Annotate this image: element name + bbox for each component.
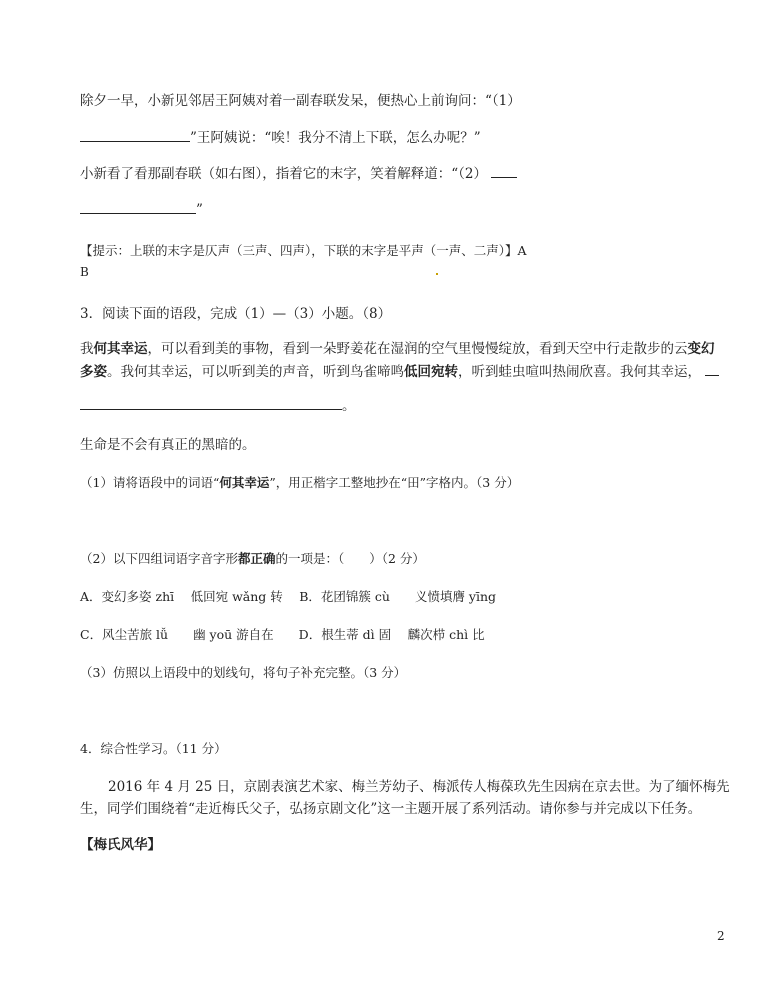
answer-blank-1 [80,128,190,142]
q2-line-1-text: 除夕一早，小新见邻居王阿姨对着一副春联发呆，便热心上前询问：“（1） [80,93,521,109]
s1-a: （1）请将语段中的词语“ [80,475,220,490]
q4-para2-text: 生，同学们围绕着“走近梅氏父子，弘扬京剧文化”这一主题开展了系列活动。请你参与并完成以下任务。 [80,801,702,817]
q3-heading-text: 3．阅读下面的语段，完成（1）—（3）小题。（8） [80,306,392,322]
p3-end: 。 [342,398,356,414]
option-ab-text: A．变幻多姿 zhī 低回宛 wǎng 转 B．花团锦簇 cù 义愤填膺 yīng [80,589,497,604]
hint-text: 【提示：上联的末字是仄声（三声、四声），下联的末字是平声（一声、二声）】A [80,243,527,258]
answer-blank-3a [705,362,719,376]
q3-heading [80,305,391,323]
s1-c: ”，用正楷字工整地抄在“田”字格内。（3 分） [269,475,520,490]
s2-a: （2）以下四组词语字音字形 [80,551,238,566]
q4-heading-text: 4．综合性学习。（11 分） [80,741,227,756]
q2-line-4-text: ” [196,202,203,218]
option-b-label: B [80,265,89,279]
q3-sub-3 [80,664,406,682]
stray-mark [436,273,438,275]
q3-sub-2 [80,550,425,568]
p4-text: 生命是不会有真正的黑暗的。 [80,437,256,453]
p1-bold-bianhuan: 变幻 [687,341,715,357]
q3-option-a-b [80,588,496,606]
s1-bold: 何其幸运 [219,475,270,490]
p2-d: ，听到蛙虫喧叫热闹欣喜。我何其幸运， [458,364,701,380]
q2-line-3-text: 小新看了看那副春联（如右图），指着它的末字，笑着解释道：“（2） [80,166,487,182]
q4-paragraph-line-1 [108,778,730,796]
p2-bold-dihui: 低回宛转 [404,364,458,380]
q4-para1-text: 2016 年 4 月 25 日，京剧表演艺术家、梅兰芳幼子、梅派传人梅葆玖先生因病在京去世。为了缅怀梅先 [108,779,730,795]
p2-bold-duozi: 多姿 [80,364,107,380]
q2-line-4 [80,200,203,219]
s2-bold: 都正确 [237,551,276,566]
section-title-text: 【梅氏风华】 [80,837,161,853]
answer-blank-3b [80,396,342,410]
p2-b: 。我何其幸运，可以听到美的声音，听到鸟雀啼鸣 [107,364,404,380]
q4-section-title [80,836,161,854]
answer-blank-2b [80,200,196,214]
s3-text: （3）仿照以上语段中的划线句，将句子补充完整。（3 分） [80,665,407,680]
q2-hint [80,242,527,260]
q2-line-2 [80,128,481,147]
answer-blank-2a [491,164,517,178]
page-number: 2 [717,929,725,943]
q3-sub-1 [80,474,519,492]
q3-paragraph-line-1 [80,340,715,358]
s2-c: 的一项是：（ ）（2 分） [275,551,425,566]
q2-option-b [80,263,89,281]
q3-paragraph-line-2 [80,362,719,381]
q2-line-2-text: ”王阿姨说：“唉！我分不清上下联，怎么办呢？” [190,130,481,146]
p1-bold-hqxy: 何其幸运 [93,341,148,357]
p1-c: ，可以看到美的事物，看到一朵野姜花在湿润的空气里慢慢绽放，看到天空中行走散步的云 [147,341,688,357]
p1-a: 我 [80,341,94,357]
q2-line-3 [80,164,517,183]
option-cd-text: C．风尘苦旅 lǚ 幽 yoū 游自在 D．根生蒂 dì 固 麟次栉 chì 比 [80,627,485,642]
q3-option-c-d [80,626,485,644]
q3-paragraph-line-3 [80,396,356,415]
q3-paragraph-line-4 [80,436,256,454]
q4-heading [80,740,227,758]
q4-paragraph-line-2 [80,800,701,818]
q2-line-1 [80,92,521,110]
